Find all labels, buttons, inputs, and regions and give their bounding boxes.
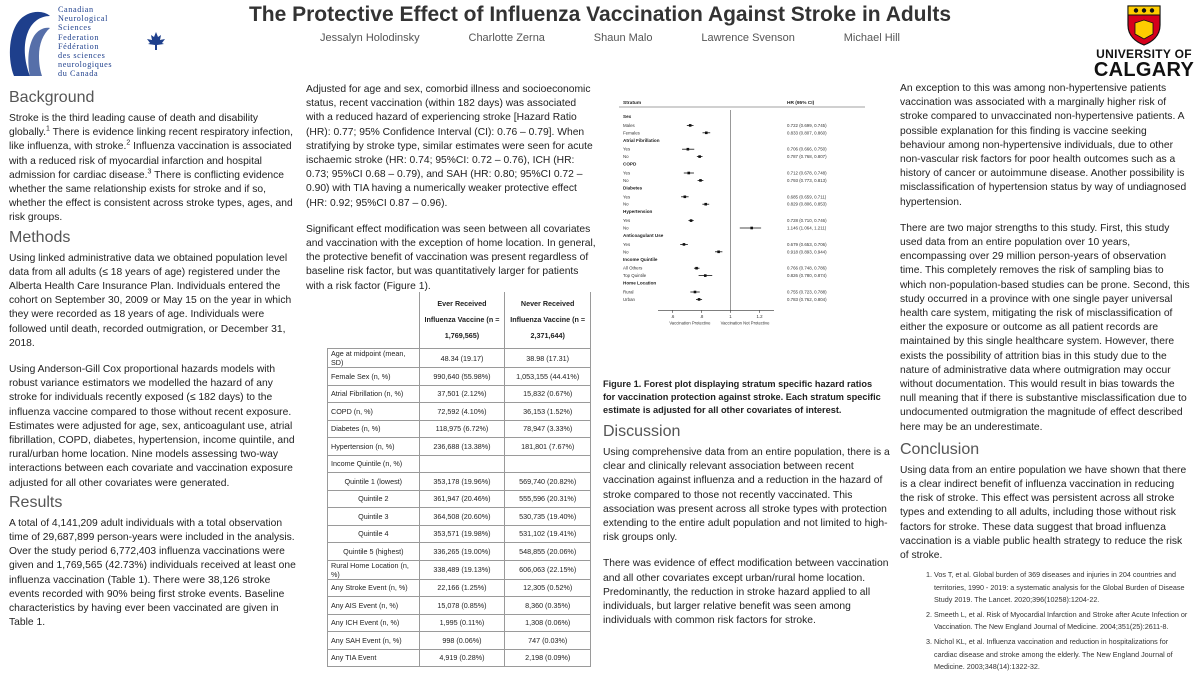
- discussion-paragraph: An exception to this was among non-hypertensive patients vaccination was associated with a marginally higher risk of stroke compared to unvaccinated non-hypertensive patients. A possible explanation for this finding is vaccine seeking behaviour among non-hypertensive individuals, due to other non-vascular risk factors for poor health outcomes such as a history of cancer or autoimmune disease. Another possibility is misclassification of hypertension status by way of undiagnosed hypertension.: [900, 83, 1187, 208]
- figure-caption: Figure 1. Forest plot displaying stratum specific hazard ratios for vaccination protection against stroke. Each stratum specific estimate is adjusted for all other covariates of interest.: [603, 379, 881, 415]
- reference-item: 2. Smeeth L, et al. Risk of Myocardial Infarction and Stroke after Acute Infection or Vaccination. The New England Journal of Medicine. 2004;351(25):2611-8.: [934, 609, 1190, 633]
- forest-point-estimate: [698, 298, 701, 301]
- forest-hr-value: 0.685 (0.659, 0.711): [787, 194, 827, 200]
- forest-point-estimate: [687, 148, 690, 151]
- forest-point-estimate: [690, 219, 693, 222]
- table-cell-never: 181,801 (7.67%): [505, 438, 591, 456]
- table-header-ever: Ever Received Influenza Vaccine (n = 1,769,565): [419, 292, 505, 349]
- background-paragraph: Stroke is the third leading cause of death and disability globally.$^1$ There is evidence linking recent respiratory infection, like influenza, with stroke.$^2$ Influenza vaccination is associated with a reduced risk of myocardial infarction and hospital admission for cardiac disease.$^3$ There is conflicting evidence whether the same relationship exists for stroke and if so, whether the effect is consistent across stroke types, ages, and risk groups.: [9, 113, 293, 224]
- forest-hr-value: 0.787 (0.768, 0.807): [787, 154, 827, 160]
- column-left: [9, 89, 301, 631]
- table-row: [328, 368, 591, 386]
- table-row: [328, 632, 591, 650]
- discussion-paragraph: There are two major strengths to this study. First, this study used data from an entire population over 10 years, encompassing over 29 million person-years of observation time. This completely removes the risk of sampling bias to which non-population-based studies can be prone. Second, this study occurred in a province with one single payer universal health care system, mitigating the risk of misclassification of either the exposure or outcome as all patient records are maintained by this single healthcare system. However, there exists the possibility of attrition bias in this study due to the nature of administrative data where outmigration may occur without documentation. This would result in bias towards the null meaning that if there is substantive misclassification due to undocumented outmigration the magnitude of effect described here may be an underestimate.: [900, 222, 1190, 433]
- column-right: [900, 82, 1190, 673]
- table-cell-ever: 1,995 (0.11%): [419, 614, 505, 632]
- table-cell-stratum: Age at midpoint (mean, SD): [328, 349, 420, 368]
- forest-hr-value: 0.766 (0.748, 0.786): [787, 265, 827, 271]
- forest-group-label: Diabetes: [623, 185, 643, 191]
- table-cell-never: 1,053,155 (44.41%): [505, 368, 591, 386]
- table-cell-stratum: Atrial Fibrillation (n, %): [328, 385, 420, 403]
- table-row: [328, 525, 591, 543]
- table-cell-never: 555,596 (20.31%): [505, 490, 591, 508]
- table-row: [328, 508, 591, 526]
- forest-row-label: Yes: [623, 218, 631, 224]
- table-cell-stratum: Quintile 5 (highest): [328, 543, 420, 561]
- column-center-right: [603, 423, 893, 628]
- forest-row-label: Yes: [623, 194, 631, 200]
- forest-row-label: No: [623, 201, 629, 207]
- table-cell-ever: 338,489 (19.13%): [419, 560, 505, 579]
- table-row: [328, 597, 591, 615]
- results-paragraph: A total of 4,141,209 adult individuals with a total observation time of 29,687,899 person-years were included in the analysis. Over the study period 6,772,403 influenza vaccinations were given and 1,769,565 (42.73%) individuals received at least one influenza vaccination (Table 1). There were 38,126 stroke events recorded with 90% being first stroke events. Baseline characteristics by having ever been vaccinated are given in Table 1.: [9, 517, 296, 629]
- university-line: UNIVERSITY OF: [1096, 47, 1192, 61]
- reference-item: 3. Nichol KL, et al. Influenza vaccination and reduction in hospitalizations for cardiac disease and stroke among the elderly. The New England Journal of Medicine. 2003;348(14):1322-32.: [934, 636, 1190, 673]
- forest-point-estimate: [687, 172, 690, 175]
- forest-point-estimate: [704, 274, 707, 277]
- forest-hr-value: 0.679 (0.653, 0.706): [787, 241, 827, 247]
- cnsf-line: Federation: [58, 32, 100, 42]
- table-row: [328, 349, 591, 368]
- forest-point-estimate: [705, 132, 708, 135]
- forest-hr-value: 0.755 (0.723, 0.788): [787, 289, 827, 295]
- forest-hr-value: 0.783 (0.762, 0.804): [787, 296, 827, 302]
- table-row: [328, 385, 591, 403]
- table-cell-ever: 118,975 (6.72%): [419, 420, 505, 438]
- table-cell-never: 78,947 (3.33%): [505, 420, 591, 438]
- author-name: Lawrence Svenson: [701, 32, 795, 44]
- forest-group-label: Income Quintile: [623, 256, 658, 262]
- table-cell-never: 569,740 (20.82%): [505, 473, 591, 491]
- table-row: [328, 455, 591, 473]
- forest-group-label: Hypertension: [623, 209, 653, 215]
- cnsf-line: Canadian: [58, 5, 94, 14]
- poster-title: The Protective Effect of Influenza Vaccination Against Stroke in Adults: [248, 3, 952, 26]
- forest-header-hr: HR (95% CI): [787, 101, 815, 106]
- forest-hr-value: 0.712 (0.678, 0.748): [787, 170, 827, 176]
- forest-group-label: Anticoagulant Use: [623, 233, 664, 238]
- section-heading-methods: Methods: [9, 228, 71, 246]
- forest-hr-value: 0.826 (0.780, 0.874): [787, 273, 827, 279]
- forest-group-label: COPD: [623, 161, 637, 167]
- section-heading-conclusion: Conclusion: [900, 440, 980, 458]
- table-row: [328, 614, 591, 632]
- table-cell-stratum: Any AIS Event (n, %): [328, 597, 420, 615]
- forest-x-tick-label: .8: [699, 313, 704, 319]
- table-header-never: Never Received Influenza Vaccine (n = 2,371,644): [505, 292, 591, 349]
- forest-group-label: Home Location: [623, 280, 657, 286]
- forest-row-label: Males: [623, 122, 635, 128]
- forest-group-label: Atrial Fibrillation: [623, 137, 660, 143]
- forest-point-estimate: [694, 291, 697, 294]
- section-heading-background: Background: [9, 89, 95, 106]
- cnsf-line: du Canada: [58, 69, 99, 79]
- table-cell-ever: 37,501 (2.12%): [419, 385, 505, 403]
- table-row: [328, 403, 591, 421]
- forest-row-label: Rural: [623, 289, 634, 295]
- table-cell-ever: 48.34 (19.17): [419, 349, 505, 368]
- forest-point-estimate: [695, 267, 698, 270]
- crest-icon: [1124, 3, 1164, 47]
- forest-row-label: No: [623, 249, 629, 255]
- table-cell-stratum: Diabetes (n, %): [328, 420, 420, 438]
- forest-plot: [603, 84, 884, 372]
- forest-hr-value: 0.833 (0.807, 0.860): [787, 130, 827, 136]
- forest-row-label: Yes: [623, 170, 631, 176]
- table-cell-stratum: Quintile 2: [328, 490, 420, 508]
- forest-point-estimate: [689, 124, 692, 127]
- table-cell-ever: 990,640 (55.98%): [419, 368, 505, 386]
- forest-point-estimate: [698, 155, 701, 158]
- forest-xlabel-right: Vaccination Not Protective: [720, 320, 770, 326]
- forest-point-estimate: [683, 243, 686, 246]
- author-name: Shaun Malo: [593, 32, 653, 44]
- table-cell-ever: 364,508 (20.60%): [419, 508, 505, 526]
- table-cell-ever: 22,166 (1.25%): [419, 579, 505, 597]
- forest-x-tick-label: 1: [729, 313, 732, 319]
- table-cell-ever: 361,947 (20.46%): [419, 490, 505, 508]
- table-cell-ever: 15,078 (0.85%): [419, 597, 505, 615]
- conclusion-paragraph: Using data from an entire population we have shown that there is a clear indirect benefit of influenza vaccination in reducing the risk of stroke. This effect was persistent across all stroke types and extending to all adults, including those without risk factors for stroke. These data suggest that broad influenza vaccination is a viable public health strategy to reduce the risk of stroke.: [900, 464, 1187, 562]
- author-list: [320, 32, 900, 44]
- cnsf-line: Fédération: [58, 41, 100, 51]
- table-row: [328, 420, 591, 438]
- table-row: [328, 473, 591, 491]
- discussion-paragraph: There was evidence of effect modification between vaccination and all other covariates except urban/rural home location. Predominantly, the reduction in stroke hazard applied to all individuals, but larger relative benefit was seen among individuals with common risk factors for stroke.: [603, 558, 889, 627]
- cnsf-logo: [6, 4, 186, 84]
- author-name: Jessalyn Holodinsky: [320, 32, 420, 44]
- forest-hr-value: 0.829 (0.806, 0.853): [787, 201, 827, 207]
- table-cell-stratum: Quintile 1 (lowest): [328, 473, 420, 491]
- table-cell-never: 606,063 (22.15%): [505, 560, 591, 579]
- forest-hr-value: 0.722 (0.699, 0.745): [787, 122, 827, 128]
- methods-paragraph: Using linked administrative data we obtained population level data from all adults (≤ 18 years of age) registered under the Alberta Health Care Insurance Plan. Individuals entered the cohort on September 30, 2009 or May 15 on the year in which they were recorded as 18 years of age. Individuals were followed until death, recorded outmigration, or December 31, 2018.: [9, 252, 292, 349]
- author-name: Charlotte Zerna: [468, 32, 545, 44]
- forest-point-estimate: [717, 251, 720, 254]
- reference-list: [900, 569, 1190, 673]
- forest-x-tick-label: 1.2: [756, 313, 763, 319]
- table-cell-never: 1,308 (0.06%): [505, 614, 591, 632]
- discussion-paragraph: Using comprehensive data from an entire population, there is a clear and clinically relevant association between recent vaccination against influenza and a reduction in the hazard of stroke compared to those not recently vaccinated. This association was present across all stroke types with protection extending to the entire adult population and not limited to high-risk groups only.: [603, 447, 890, 544]
- cnsf-line: neurologiques: [58, 60, 113, 70]
- forest-point-estimate: [699, 179, 702, 182]
- section-heading-discussion: Discussion: [603, 423, 681, 440]
- table-cell-stratum: Hypertension (n, %): [328, 438, 420, 456]
- forest-row-label: Urban: [623, 296, 635, 302]
- table-cell-never: 12,305 (0.52%): [505, 579, 591, 597]
- forest-xlabel-left: Vaccination Protective: [669, 320, 711, 326]
- forest-point-estimate: [750, 227, 753, 230]
- forest-row-label: No: [623, 177, 629, 183]
- section-heading-results: Results: [9, 493, 63, 511]
- forest-row-label: No: [623, 154, 629, 160]
- reference-item: 1. Vos T, et al. Global burden of 369 diseases and injuries in 204 countries and territories, 1990 - 2019: a systematic analysis for the Global Burden of Disease Study 2019. The Lancet. 2020;396(10258):1204-22.: [934, 569, 1190, 606]
- table-row: [328, 579, 591, 597]
- forest-row-label: Yes: [623, 241, 631, 247]
- cnsf-line: Neurological: [58, 14, 108, 24]
- table-cell-never: 2,198 (0.09%): [505, 649, 591, 667]
- forest-point-estimate: [684, 196, 687, 199]
- table-cell-ever: [419, 455, 505, 473]
- table-cell-never: 36,153 (1.52%): [505, 403, 591, 421]
- table-cell-ever: 353,571 (19.98%): [419, 525, 505, 543]
- table-header-row: [328, 292, 591, 349]
- forest-hr-value: 0.918 (0.893, 0.944): [787, 249, 827, 255]
- table-cell-stratum: Quintile 4: [328, 525, 420, 543]
- results-paragraph: Significant effect modification was seen between all covariates and vaccination with the exception of home location. In general, the protective benefit of vaccination was present regardless of baseline risk factor, but was quantitatively larger for patients with a risk factor (Figure 1).: [306, 223, 596, 292]
- baseline-characteristics-table: [327, 292, 591, 667]
- table-cell-stratum: Quintile 3: [328, 508, 420, 526]
- forest-row-label: Yes: [623, 146, 631, 152]
- table-cell-stratum: Rural Home Location (n, %): [328, 560, 420, 579]
- table-body: [328, 349, 591, 667]
- cnsf-line: des sciences: [58, 51, 106, 61]
- forest-group-label: Sex: [623, 114, 632, 119]
- forest-hr-value: 0.793 (0.773, 0.813): [787, 177, 827, 183]
- results-paragraph: Adjusted for age and sex, comorbid illness and socioeconomic status, recent vaccination (within 182 days) was associated with a reduced hazard of experiencing stroke [Hazard Ratio (HR): 0.77; 95% Confidence Interval (CI): 0.76 – 0.79]. When stratifying by stroke type, similar estimates were seen for acute ischaemic stroke (HR: 0.74; 95%CI: 0.72 – 0.76), ICH (HR: 0.73; 95%CI 0.68 – 0.79), and SAH (HR: 0.80; 95%CI 0.72 – 0.90) with TIA having a numerically weaker protective effect (HR: 0.92; 95%CI 0.87 – 0.96).: [306, 84, 593, 209]
- table-cell-never: 530,735 (19.40%): [505, 508, 591, 526]
- forest-hr-value: 0.728 (0.710, 0.746): [787, 218, 827, 224]
- forest-point-estimate: [704, 203, 707, 206]
- table-cell-ever: 353,178 (19.96%): [419, 473, 505, 491]
- table-cell-stratum: Any SAH Event (n, %): [328, 632, 420, 650]
- university-line: CALGARY: [1093, 59, 1195, 81]
- forest-row-label: No: [623, 225, 629, 231]
- forest-row-label: Females: [623, 130, 640, 136]
- cnsf-line: Sciences: [58, 23, 92, 33]
- table-row: [328, 490, 591, 508]
- table-cell-never: 548,855 (20.06%): [505, 543, 591, 561]
- maple-leaf-icon: [146, 31, 166, 51]
- table-cell-stratum: Any TIA Event: [328, 649, 420, 667]
- forest-row-label: All Others: [623, 265, 643, 271]
- forest-header-stratum: Stratum: [623, 101, 642, 106]
- forest-hr-value: 1.146 (1.064, 1.211): [787, 225, 827, 231]
- table-cell-stratum: Income Quintile (n, %): [328, 455, 420, 473]
- table-cell-stratum: Any ICH Event (n, %): [328, 614, 420, 632]
- table-cell-never: 747 (0.03%): [505, 632, 591, 650]
- table-cell-never: 38.98 (17.31): [505, 349, 591, 368]
- table-cell-never: 8,360 (0.35%): [505, 597, 591, 615]
- table-row: [328, 438, 591, 456]
- university-of-calgary-logo: [1092, 3, 1196, 83]
- table-cell-ever: 236,688 (13.38%): [419, 438, 505, 456]
- table-row: [328, 649, 591, 667]
- table-cell-never: 531,102 (19.41%): [505, 525, 591, 543]
- table-cell-never: [505, 455, 591, 473]
- forest-x-tick-label: .6: [670, 313, 675, 319]
- table-cell-ever: 72,592 (4.10%): [419, 403, 505, 421]
- table-cell-never: 15,832 (0.67%): [505, 385, 591, 403]
- table-row: [328, 543, 591, 561]
- table-cell-ever: 4,919 (0.28%): [419, 649, 505, 667]
- column-center-left: [306, 83, 596, 294]
- methods-paragraph: Using Anderson-Gill Cox proportional hazards models with robust variance estimators we modelled the hazard of any stroke for individuals recently exposed (≤ 182 days) to the influenza vaccine compared to those without recent exposure. Estimates were adjusted for age, sex, anticoagulant use, atrial fibrillation, COPD, diabetes, hypertension, income quintile, and rural/urban home location. Nine models assessing two-way interactions between each covariate and vaccination exposure adjusted for all other covariates were generated.: [9, 364, 295, 489]
- table-cell-ever: 336,265 (19.00%): [419, 543, 505, 561]
- forest-row-label: Top Quintile: [623, 273, 647, 279]
- table-row: [328, 560, 591, 579]
- table-cell-stratum: COPD (n, %): [328, 403, 420, 421]
- table-header-blank: [328, 292, 420, 349]
- author-name: Michael Hill: [843, 32, 900, 44]
- table-cell-stratum: Any Stroke Event (n, %): [328, 579, 420, 597]
- forest-hr-value: 0.706 (0.666, 0.750): [787, 146, 827, 152]
- table-cell-ever: 998 (0.06%): [419, 632, 505, 650]
- table-cell-stratum: Female Sex (n, %): [328, 368, 420, 386]
- neurology-brain-icon: [6, 6, 54, 80]
